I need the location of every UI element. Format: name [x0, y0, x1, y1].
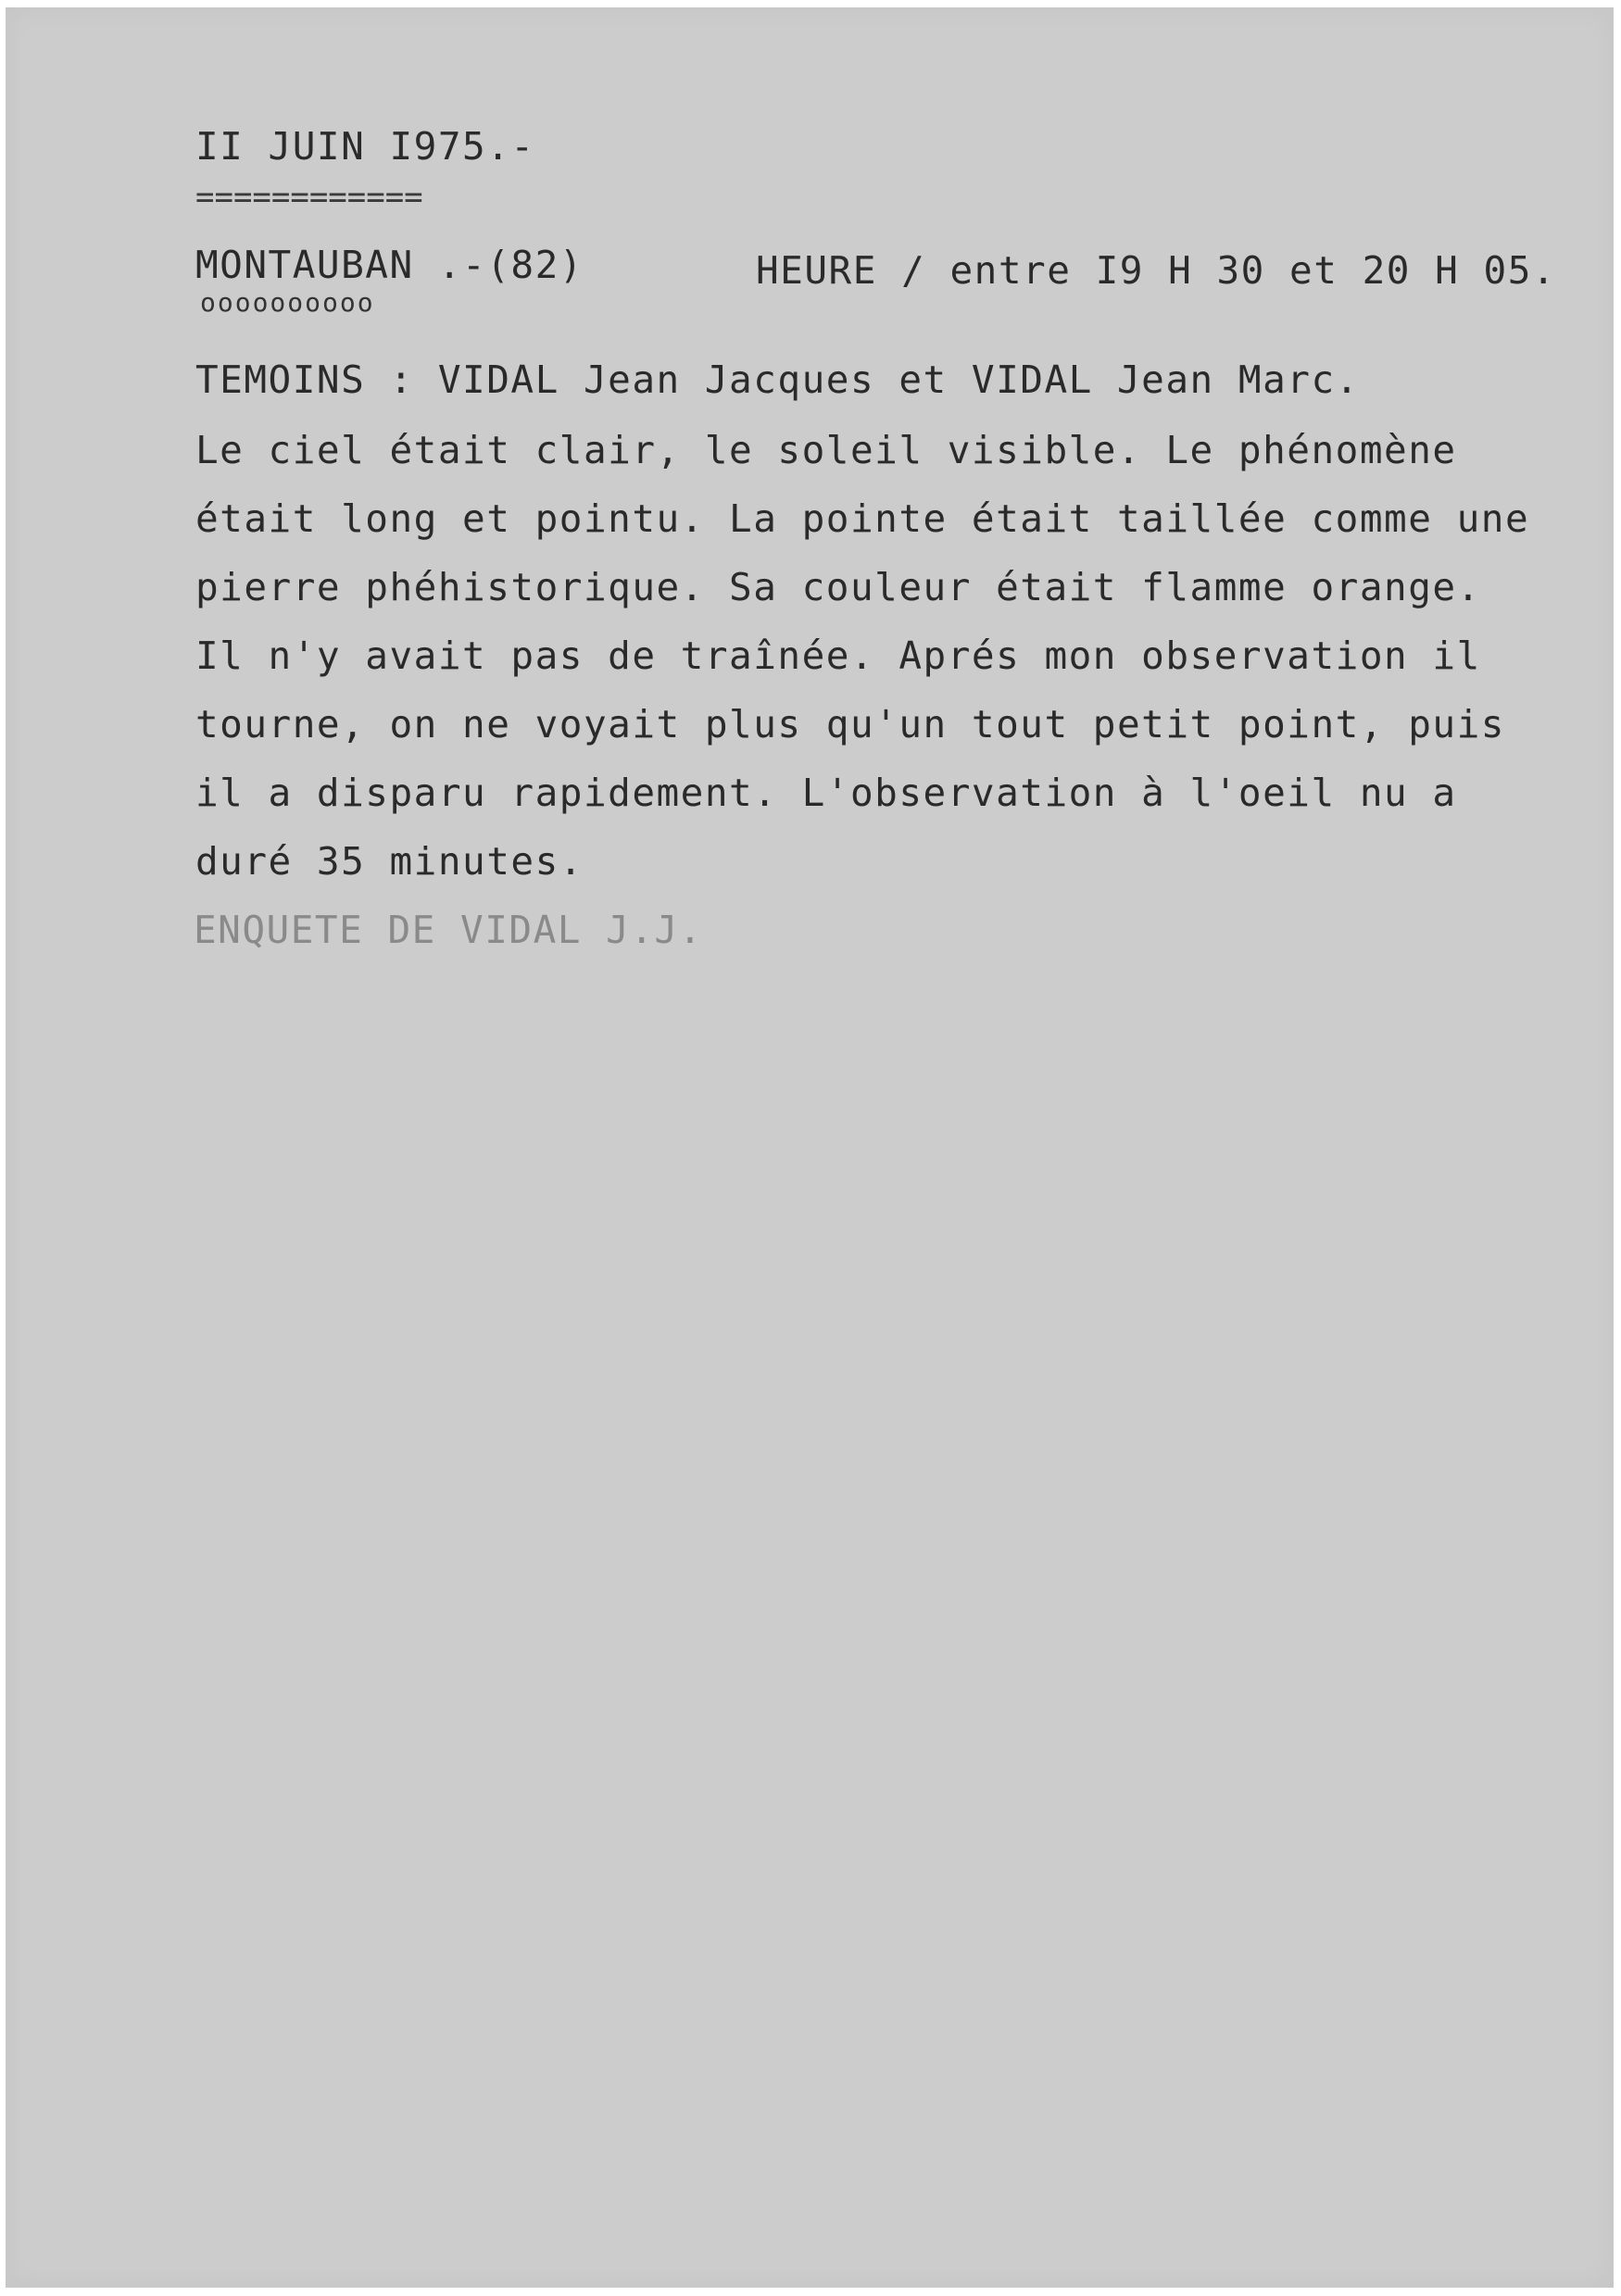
report-line: Il n'y avait pas de traînée. Aprés mon observation il [195, 634, 1481, 678]
report-time: HEURE / entre I9 H 30 et 20 H 05. [756, 248, 1557, 293]
witnesses-line: TEMOINS : VIDAL Jean Jacques et VIDAL Jean Marc. [195, 358, 1360, 402]
document-page [6, 7, 1614, 2288]
report-location: MONTAUBAN .-(82) [195, 243, 584, 287]
report-line: pierre phéhistorique. Sa couleur était flamme orange. [195, 565, 1481, 609]
investigator-footer: ENQUETE DE VIDAL J.J. [194, 908, 703, 952]
report-line: duré 35 minutes. [195, 839, 584, 884]
report-line: il a disparu rapidement. L'observation à l'oeil nu a [195, 771, 1457, 815]
report-date: II JUIN I975.- [195, 124, 535, 169]
report-line: était long et pointu. La pointe était taillée comme une [195, 496, 1530, 541]
location-underline: oooooooooo [200, 287, 375, 318]
date-underline: ============ [195, 179, 423, 216]
report-line: tourne, on ne voyait plus qu'un tout petit point, puis [195, 702, 1505, 747]
report-line: Le ciel était clair, le soleil visible. Le phénomène [195, 428, 1457, 472]
